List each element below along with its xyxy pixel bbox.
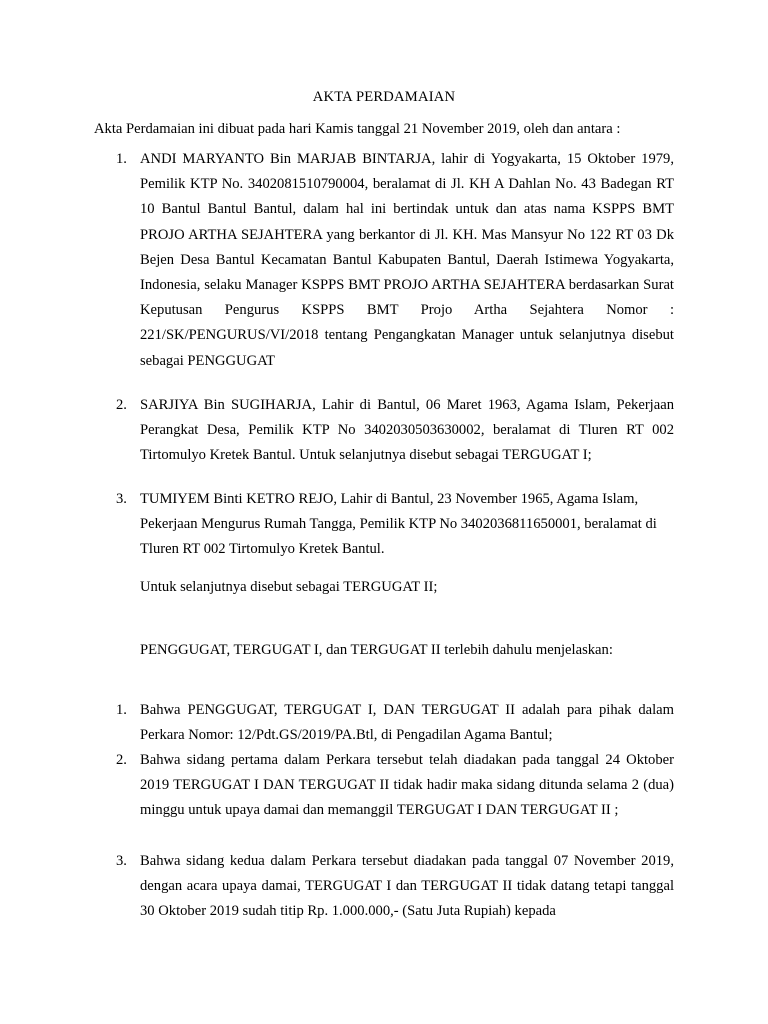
- intro-paragraph: Akta Perdamaian ini dibuat pada hari Kamis tanggal 21 November 2019, oleh dan antara :: [94, 121, 621, 137]
- party-item: [116, 487, 674, 563]
- explain-heading: PENGGUGAT, TERGUGAT I, dan TERGUGAT II terlebih dahulu menjelaskan:: [140, 642, 613, 658]
- party-item: [116, 147, 674, 374]
- tergugat2-note: Untuk selanjutnya disebut sebagai TERGUGAT II;: [140, 579, 438, 595]
- party-item: [116, 393, 674, 469]
- point-item: [116, 849, 674, 925]
- party-text: TUMIYEM Binti KETRO REJO, Lahir di Bantul, 23 November 1965, Agama Islam, Pekerjaan Mengurus Rumah Tangga, Pemilik KTP No 3402036811650001, beralamat di Tluren RT 002 Tirtomulyo Kretek Bantul.: [140, 491, 657, 558]
- document-title: AKTA PERDAMAIAN: [312, 89, 456, 105]
- party-text: SARJIYA Bin SUGIHARJA, Lahir di Bantul, 06 Maret 1963, Agama Islam, Pekerjaan Perangkat Desa, Pemilik KTP No 3402030503630002, beralamat di Tluren RT 002 Tirtomulyo Kretek Bantul. Untuk selanjutnya disebut sebagai TERGUGAT I;: [140, 397, 674, 464]
- point-text: Bahwa PENGGUGAT, TERGUGAT I, DAN TERGUGAT II adalah para pihak dalam Perkara Nomor: 12/Pdt.GS/2019/PA.Btl, di Pengadilan Agama Bantul;: [140, 702, 674, 744]
- list-number: 3.: [116, 853, 127, 869]
- list-number: 1.: [116, 151, 127, 167]
- list-number: 2.: [116, 752, 127, 768]
- point-text: Bahwa sidang kedua dalam Perkara tersebut diadakan pada tanggal 07 November 2019, dengan acara upaya damai, TERGUGAT I dan TERGUGAT II tidak datang tetapi tanggal 30 Oktober 2019 sudah titip Rp. 1.000.000,- (Satu Juta Rupiah) kepada: [140, 853, 674, 920]
- point-text: Bahwa sidang pertama dalam Perkara tersebut telah diadakan pada tanggal 24 Oktober 2019 TERGUGAT I DAN TERGUGAT II tidak hadir maka sidang ditunda selama 2 (dua) minggu untuk upaya damai dan memanggil TERGUGAT I DAN TERGUGAT II ;: [140, 752, 674, 819]
- list-number: 1.: [116, 702, 127, 718]
- point-item: [116, 698, 674, 748]
- party-text: ANDI MARYANTO Bin MARJAB BINTARJA, lahir di Yogyakarta, 15 Oktober 1979, Pemilik KTP No. 3402081510790004, beralamat di Jl. KH A Dahlan No. 43 Badegan RT 10 Bantul Bantul Bantul, dalam hal ini bertindak untuk dan atas nama KSPPS BMT PROJO ARTHA SEJAHTERA yang berkantor di Jl. KH. Mas Mansyur No 122 RT 03 Dk Bejen Desa Bantul Kecamatan Bantul Kabupaten Bantul, Daerah Istimewa Yogyakarta, Indonesia, selaku Manager KSPPS BMT PROJO ARTHA SEJAHTERA berdasarkan Surat Keputusan Pengurus KSPPS BMT Projo Artha Sejahtera Nomor : 221/SK/PENGURUS/VI/2018 tentang Pengangkatan Manager untuk selanjutnya disebut sebagai PENGGUGAT: [140, 151, 674, 369]
- point-item: [116, 748, 674, 824]
- list-number: 2.: [116, 397, 127, 413]
- list-number: 3.: [116, 491, 127, 507]
